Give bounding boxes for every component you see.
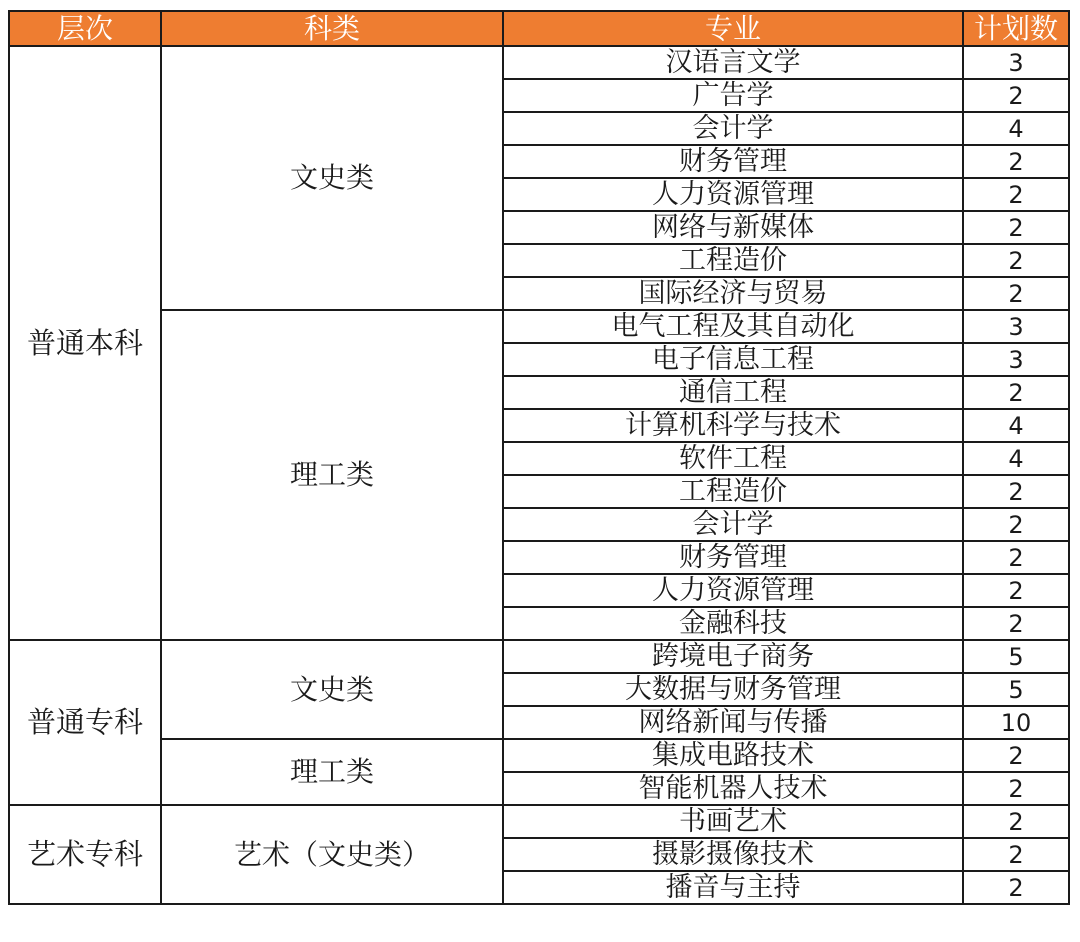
header-category: 科类 xyxy=(161,11,503,46)
count-cell: 2 xyxy=(963,277,1069,310)
major-cell: 工程造价 xyxy=(503,244,963,277)
count-cell: 2 xyxy=(963,541,1069,574)
count-cell: 2 xyxy=(963,574,1069,607)
major-cell: 播音与主持 xyxy=(503,871,963,904)
category-cell: 文史类 xyxy=(161,46,503,310)
major-cell: 大数据与财务管理 xyxy=(503,673,963,706)
count-cell: 4 xyxy=(963,409,1069,442)
major-cell: 工程造价 xyxy=(503,475,963,508)
table-row xyxy=(9,805,1069,838)
count-cell: 2 xyxy=(963,376,1069,409)
category-cell: 理工类 xyxy=(161,739,503,805)
count-cell: 3 xyxy=(963,310,1069,343)
level-cell: 普通专科 xyxy=(9,640,161,805)
count-cell: 2 xyxy=(963,805,1069,838)
level-cell: 艺术专科 xyxy=(9,805,161,904)
major-cell: 国际经济与贸易 xyxy=(503,277,963,310)
count-cell: 2 xyxy=(963,475,1069,508)
major-cell: 会计学 xyxy=(503,508,963,541)
count-cell: 2 xyxy=(963,244,1069,277)
header-level: 层次 xyxy=(9,11,161,46)
count-cell: 2 xyxy=(963,145,1069,178)
count-cell: 3 xyxy=(963,343,1069,376)
count-cell: 2 xyxy=(963,211,1069,244)
major-cell: 网络与新媒体 xyxy=(503,211,963,244)
header-row xyxy=(9,11,1069,46)
table-row xyxy=(9,640,1069,673)
major-cell: 会计学 xyxy=(503,112,963,145)
count-cell: 2 xyxy=(963,178,1069,211)
count-cell: 4 xyxy=(963,442,1069,475)
count-cell: 4 xyxy=(963,112,1069,145)
count-cell: 2 xyxy=(963,79,1069,112)
major-cell: 电子信息工程 xyxy=(503,343,963,376)
major-cell: 通信工程 xyxy=(503,376,963,409)
major-cell: 金融科技 xyxy=(503,607,963,640)
major-cell: 汉语言文学 xyxy=(503,46,963,79)
major-cell: 软件工程 xyxy=(503,442,963,475)
header-major: 专业 xyxy=(503,11,963,46)
table-row xyxy=(9,310,1069,343)
enrollment-plan-table-container xyxy=(8,10,1070,905)
major-cell: 人力资源管理 xyxy=(503,178,963,211)
major-cell: 集成电路技术 xyxy=(503,739,963,772)
major-cell: 跨境电子商务 xyxy=(503,640,963,673)
table-row xyxy=(9,739,1069,772)
count-cell: 5 xyxy=(963,640,1069,673)
major-cell: 智能机器人技术 xyxy=(503,772,963,805)
count-cell: 2 xyxy=(963,838,1069,871)
major-cell: 网络新闻与传播 xyxy=(503,706,963,739)
table-row xyxy=(9,46,1069,79)
major-cell: 书画艺术 xyxy=(503,805,963,838)
major-cell: 电气工程及其自动化 xyxy=(503,310,963,343)
category-cell: 艺术（文史类） xyxy=(161,805,503,904)
count-cell: 3 xyxy=(963,46,1069,79)
count-cell: 2 xyxy=(963,607,1069,640)
count-cell: 10 xyxy=(963,706,1069,739)
count-cell: 2 xyxy=(963,871,1069,904)
major-cell: 摄影摄像技术 xyxy=(503,838,963,871)
major-cell: 财务管理 xyxy=(503,541,963,574)
enrollment-plan-table xyxy=(8,10,1070,905)
major-cell: 财务管理 xyxy=(503,145,963,178)
category-cell: 文史类 xyxy=(161,640,503,739)
major-cell: 人力资源管理 xyxy=(503,574,963,607)
level-cell: 普通本科 xyxy=(9,46,161,640)
major-cell: 广告学 xyxy=(503,79,963,112)
count-cell: 2 xyxy=(963,739,1069,772)
count-cell: 2 xyxy=(963,772,1069,805)
count-cell: 2 xyxy=(963,508,1069,541)
header-count: 计划数 xyxy=(963,11,1069,46)
count-cell: 5 xyxy=(963,673,1069,706)
category-cell: 理工类 xyxy=(161,310,503,640)
major-cell: 计算机科学与技术 xyxy=(503,409,963,442)
table-body xyxy=(9,46,1069,904)
